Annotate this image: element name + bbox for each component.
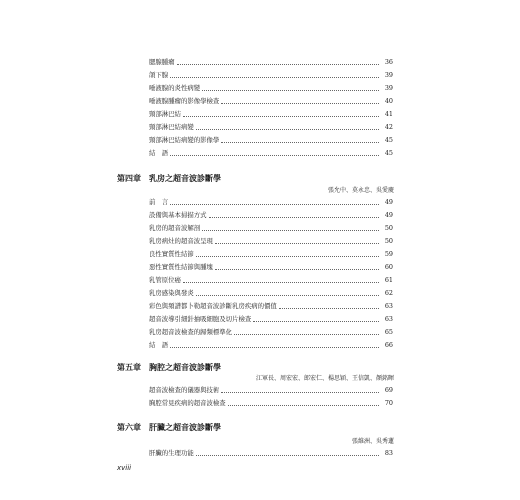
toc-entry[interactable] <box>149 134 393 146</box>
toc-entry-page: 61 <box>384 276 393 284</box>
chapter-title: 胸腔之超音波診斷學 <box>149 362 221 372</box>
chapter-title: 肝臟之超音波診斷學 <box>149 422 221 432</box>
toc-entry[interactable] <box>149 108 393 120</box>
toc-entry-title: 唾液腺腫瘤的影像學檢查 <box>149 97 220 105</box>
toc-entry[interactable] <box>149 95 393 107</box>
leader-dots <box>234 334 379 335</box>
toc-entry-title: 超音波檢查的儀器與技術 <box>149 386 220 394</box>
leader-dots <box>170 77 379 78</box>
toc-entry[interactable] <box>149 248 393 260</box>
toc-entry-page: 62 <box>384 289 393 297</box>
toc-entry-page: 49 <box>384 211 393 219</box>
toc-entry[interactable] <box>149 56 393 68</box>
leader-dots <box>209 217 379 218</box>
toc-entry[interactable] <box>149 339 393 351</box>
toc-entry[interactable] <box>149 274 393 286</box>
toc-entry-title: 頸部淋巴結病變 <box>149 123 194 131</box>
toc-entry-page: 39 <box>384 84 393 92</box>
chapter-authors: 張允中、莫永忠、吳愛慶 <box>327 187 394 194</box>
toc-entry-page: 63 <box>384 315 393 323</box>
toc-entry-page: 59 <box>384 250 393 258</box>
toc-entry-page: 45 <box>384 149 393 157</box>
toc-entry-title: 前 言 <box>149 198 169 206</box>
toc-entry-title: 肝臟的生理功能 <box>149 449 194 457</box>
toc-entry[interactable] <box>149 326 393 338</box>
leader-dots <box>279 308 379 309</box>
toc-entry-page: 66 <box>384 341 393 349</box>
toc-entry-page: 36 <box>384 58 393 66</box>
leader-dots <box>221 103 379 104</box>
toc-entry-page: 40 <box>384 97 393 105</box>
toc-entry-title: 頜下腺 <box>149 71 169 79</box>
toc-entry[interactable] <box>149 222 393 234</box>
toc-entry-title: 超音波導引細針抽吸細胞及切片檢查 <box>149 315 252 323</box>
toc-entry-title: 彩色與頻譜都卜勒超音波診斷乳房疾病的價值 <box>149 302 277 310</box>
leader-dots <box>221 142 379 143</box>
toc-entry-page: 65 <box>384 328 393 336</box>
toc-entry[interactable] <box>149 287 393 299</box>
chapter-number: 第五章 <box>117 362 141 372</box>
toc-entry[interactable] <box>149 121 393 133</box>
toc-entry-page: 70 <box>384 399 393 407</box>
toc-entry-title: 腮腺腫瘤 <box>149 58 175 66</box>
toc-entry[interactable] <box>149 209 393 221</box>
chapter-heading[interactable] <box>117 172 221 184</box>
leader-dots <box>202 90 379 91</box>
leader-dots <box>228 405 379 406</box>
toc-entry-page: 60 <box>384 263 393 271</box>
toc-entry-title: 惡性實質性結節與腫塊 <box>149 263 213 271</box>
toc-entry[interactable] <box>149 300 393 312</box>
toc-entry[interactable] <box>149 82 393 94</box>
toc-entry-page: 63 <box>384 302 393 310</box>
toc-entry[interactable] <box>149 147 393 159</box>
chapter-number: 第六章 <box>117 422 141 432</box>
toc-entry-title: 乳房病灶的超音波呈現 <box>149 237 213 245</box>
leader-dots <box>196 129 379 130</box>
chapter-authors: 江軍長、周宏宏、郎宏仁、楊思穎、王信凱、顏銘暉 <box>255 375 394 382</box>
toc-entry-title: 胸腔常見疾病的超音波檢查 <box>149 399 226 407</box>
toc-entry[interactable] <box>149 235 393 247</box>
leader-dots <box>196 256 379 257</box>
toc-entry-title: 良性實質性結節 <box>149 250 194 258</box>
toc-entry[interactable] <box>149 447 393 459</box>
toc-entry-title: 頸部淋巴結病變的影像學 <box>149 136 220 144</box>
toc-entry-page: 49 <box>384 198 393 206</box>
leader-dots <box>202 230 379 231</box>
leader-dots <box>215 269 379 270</box>
leader-dots <box>253 321 379 322</box>
toc-entry-title: 設備與基本掃描方式 <box>149 211 207 219</box>
leader-dots <box>221 392 379 393</box>
chapter-heading[interactable] <box>117 421 221 433</box>
toc-entry-title: 乳房超音波檢查的歸類標準化 <box>149 328 233 336</box>
toc-entry-title: 乳房的超音波解剖 <box>149 224 201 232</box>
leader-dots <box>215 243 379 244</box>
leader-dots <box>170 155 379 156</box>
leader-dots <box>196 295 379 296</box>
toc-entry-title: 乳管原位癌 <box>149 276 181 284</box>
toc-entry[interactable] <box>149 313 393 325</box>
toc-entry-page: 69 <box>384 386 393 394</box>
toc-entry-title: 乳房感染與發炎 <box>149 289 194 297</box>
toc-entry-page: 50 <box>384 237 393 245</box>
toc-entry[interactable] <box>149 261 393 273</box>
toc-entry-title: 結 語 <box>149 341 169 349</box>
toc-entry-title: 頸部淋巴結 <box>149 110 181 118</box>
leader-dots <box>170 347 379 348</box>
toc-entry-page: 50 <box>384 224 393 232</box>
leader-dots <box>196 455 379 456</box>
leader-dots <box>177 64 379 65</box>
page-folio: xviii <box>117 464 132 472</box>
chapter-number: 第四章 <box>117 173 141 183</box>
toc-entry-title: 唾液腺的炎性病變 <box>149 84 201 92</box>
toc-entry-page: 42 <box>384 123 393 131</box>
toc-entry[interactable] <box>149 384 393 396</box>
toc-entry-page: 83 <box>384 449 393 457</box>
toc-entry-page: 41 <box>384 110 393 118</box>
leader-dots <box>170 204 379 205</box>
chapter-authors: 張維洲、吳秀蓮 <box>351 438 394 445</box>
toc-entry-page: 39 <box>384 71 393 79</box>
toc-entry[interactable] <box>149 397 393 409</box>
toc-entry[interactable] <box>149 69 393 81</box>
toc-entry[interactable] <box>149 196 393 208</box>
leader-dots <box>183 282 379 283</box>
chapter-title: 乳房之超音波診斷學 <box>149 173 221 183</box>
leader-dots <box>183 116 379 117</box>
toc-entry-page: 45 <box>384 136 393 144</box>
toc-entry-title: 結 語 <box>149 149 169 157</box>
chapter-heading[interactable] <box>117 361 221 373</box>
